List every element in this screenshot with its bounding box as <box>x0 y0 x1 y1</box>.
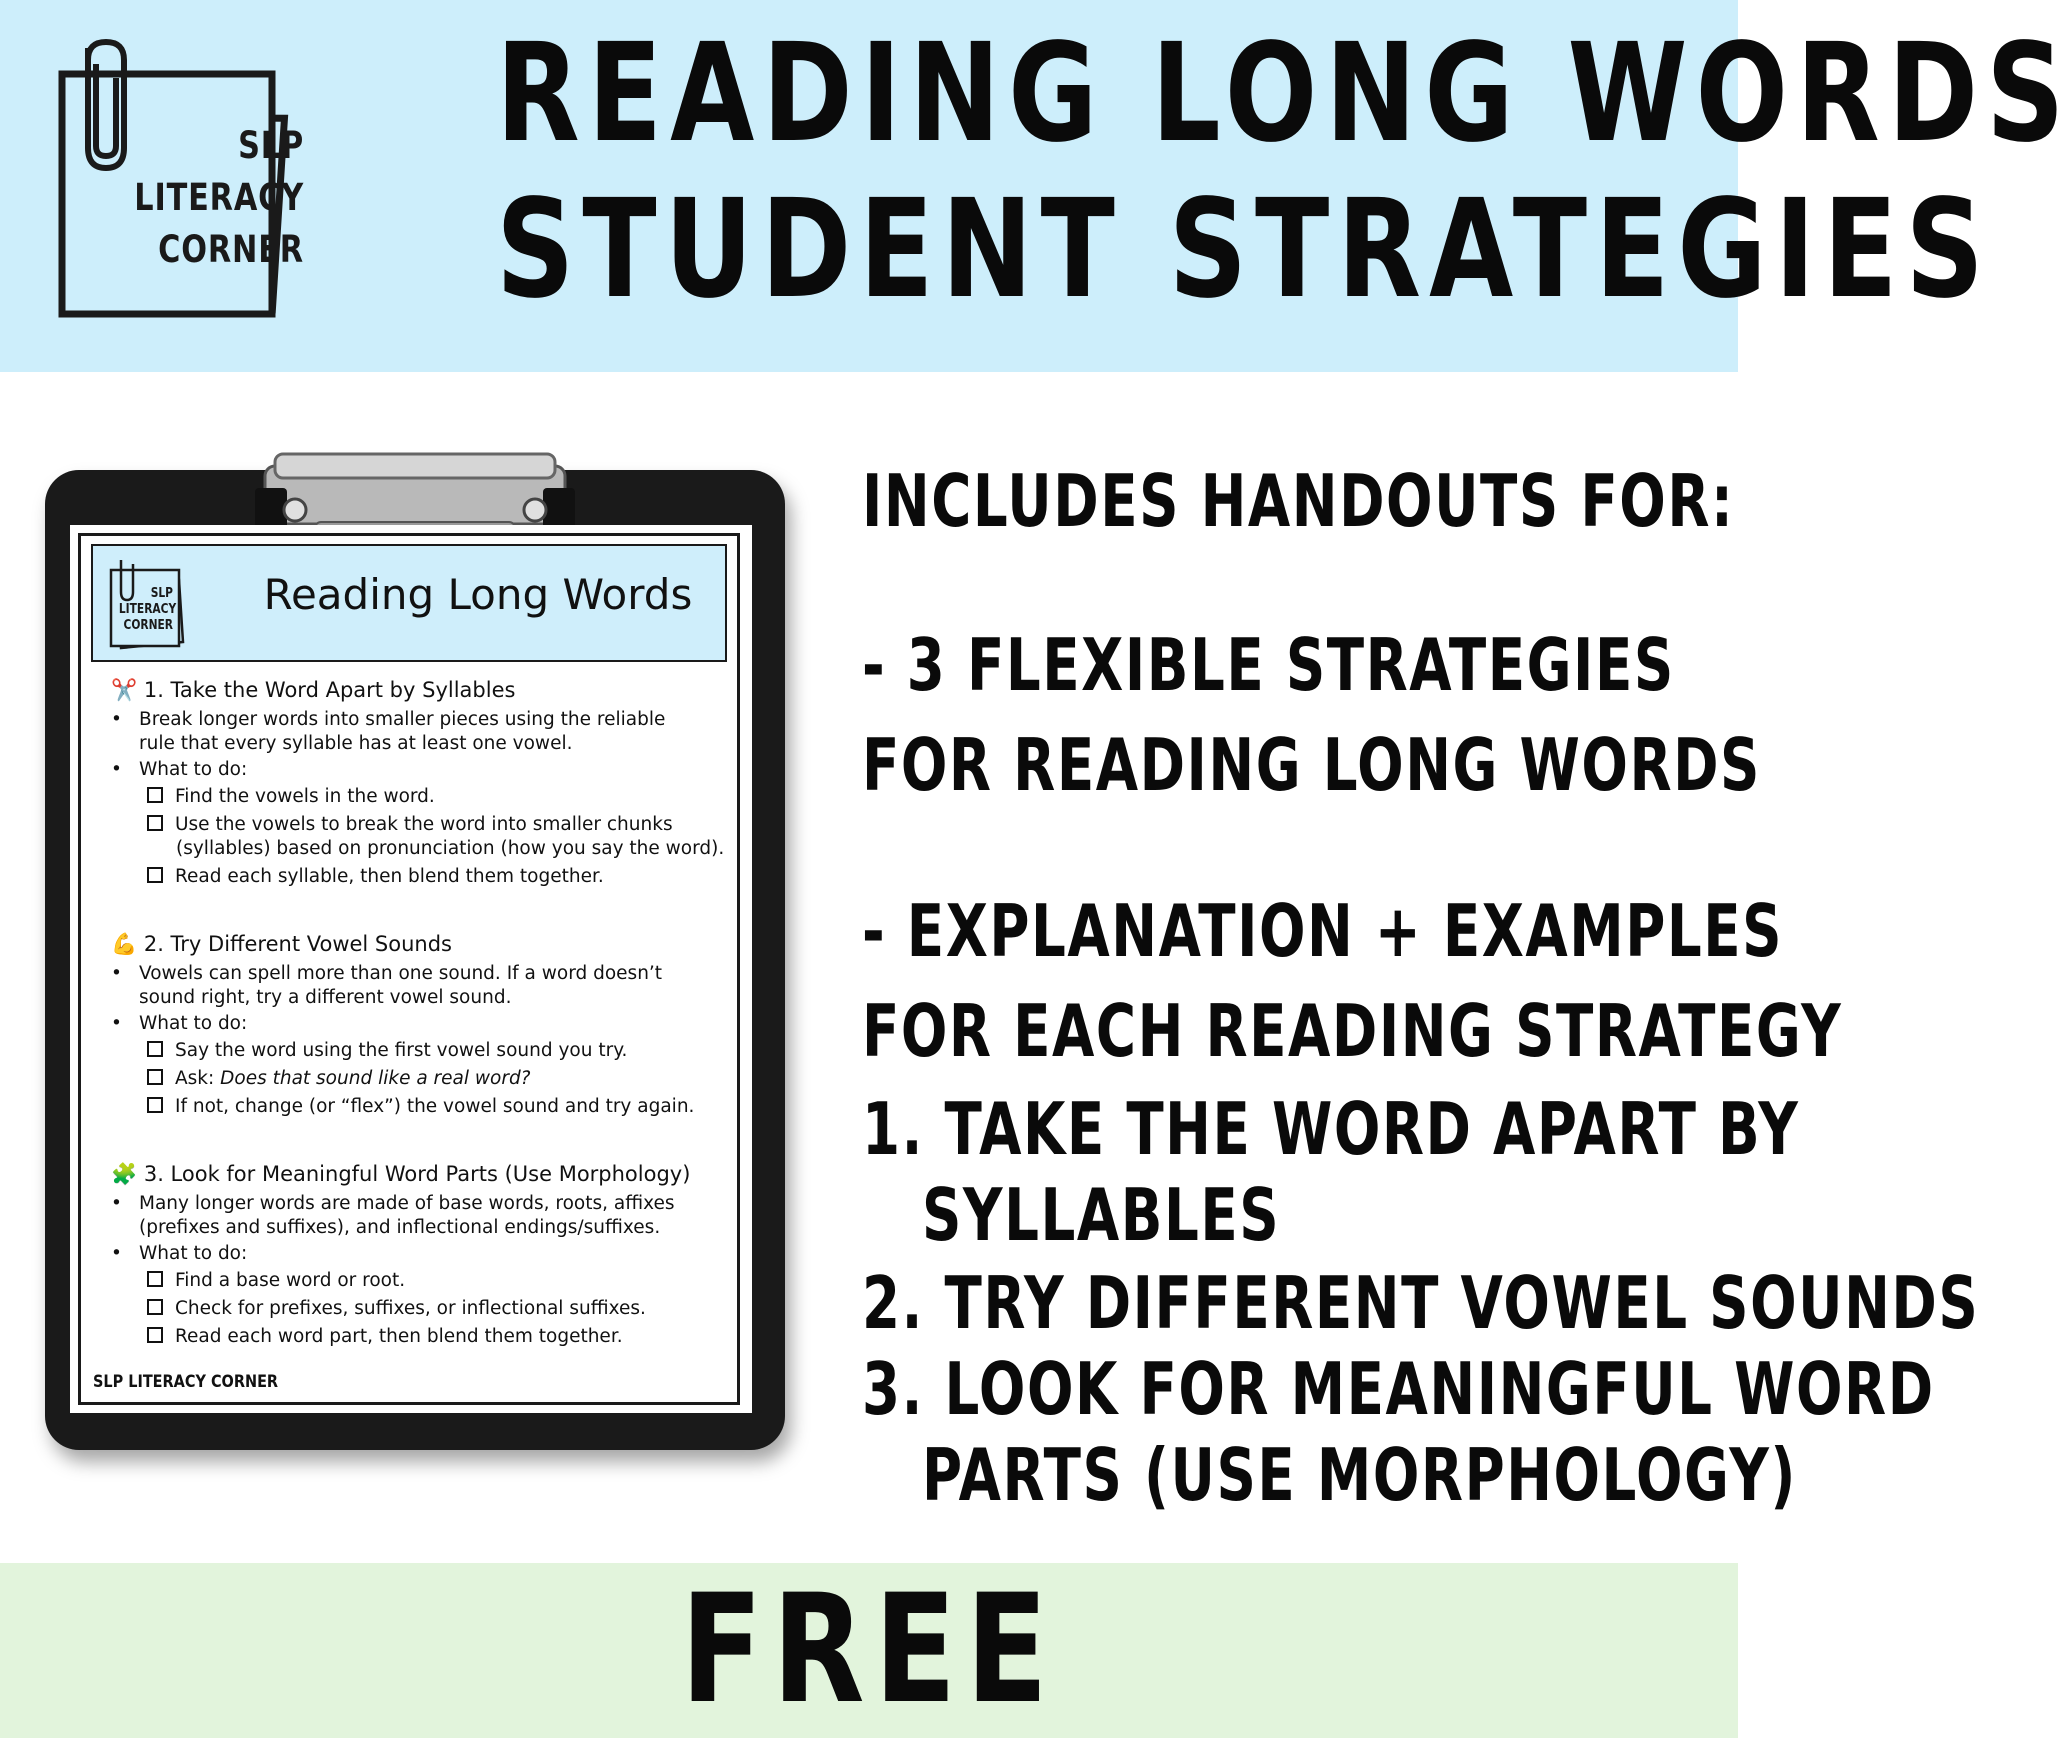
free-label: FREE <box>680 1563 1058 1737</box>
footer-banner <box>0 1563 1738 1738</box>
handout-logo-line-1: SLP <box>150 586 173 601</box>
checkbox-icon <box>147 867 163 883</box>
feature-1-line-1: - 3 FLEXIBLE STRATEGIES <box>862 623 1675 707</box>
section-1-check-2: Use the vowels to break the word into smaller chunks (syllables) based on pronunciation (how you say the word). <box>147 813 673 837</box>
section-2-check-3: If not, change (or “flex”) the vowel sound and try again. <box>147 1095 694 1119</box>
feature-2-line-2: FOR EACH READING STRATEGY <box>862 989 1843 1073</box>
strategy-3-line-2: PARTS (USE MORPHOLOGY) <box>922 1433 1797 1517</box>
handout-paper <box>70 525 752 1413</box>
checkbox-icon <box>147 1299 163 1315</box>
checkbox-icon <box>147 1041 163 1057</box>
strategy-1-line-1: 1. TAKE THE WORD APART BY <box>862 1087 1800 1171</box>
strategy-1-line-2: SYLLABLES <box>922 1173 1281 1257</box>
logo-line-2: LITERACY <box>134 176 304 219</box>
logo-line-1: SLP <box>238 124 304 167</box>
page-title-line-1: READING LONG WORDS <box>496 15 2072 173</box>
feature-2-line-1: - EXPLANATION + EXAMPLES <box>862 889 1784 973</box>
section-3-check-3: Read each word part, then blend them together. <box>147 1325 623 1349</box>
strategy-3-line-1: 3. LOOK FOR MEANINGFUL WORD <box>862 1347 1935 1431</box>
section-2-check-1: Say the word using the first vowel sound you try. <box>147 1039 627 1063</box>
includes-heading: INCLUDES HANDOUTS FOR: <box>862 459 1735 543</box>
checkbox-icon <box>147 1271 163 1287</box>
checkbox-icon <box>147 787 163 803</box>
handout-footer: SLP LITERACY CORNER <box>93 1372 279 1392</box>
checkbox-icon <box>147 1069 163 1085</box>
section-1-check-3: Read each syllable, then blend them together. <box>147 865 604 889</box>
checkbox-icon <box>147 815 163 831</box>
handout-title: Reading Long Words <box>263 570 693 619</box>
page-title-line-2: STUDENT STRATEGIES <box>496 171 1992 329</box>
checkbox-icon <box>147 1097 163 1113</box>
handout-logo-line-3: CORNER <box>123 618 173 633</box>
section-3-check-2: Check for prefixes, suffixes, or inflectional suffixes. <box>147 1297 646 1321</box>
section-1-heading: ✂️ 1. Take the Word Apart by Syllables <box>111 678 516 702</box>
header-banner <box>0 0 2072 372</box>
section-3-check-1: Find a base word or root. <box>147 1269 405 1293</box>
checkbox-icon <box>147 1327 163 1343</box>
section-3-heading: 🧩 3. Look for Meaningful Word Parts (Use Morphology) <box>111 1162 691 1186</box>
section-2-heading: 💪 2. Try Different Vowel Sounds <box>111 932 452 956</box>
scissors-icon: ✂️ <box>111 678 138 702</box>
puzzle-piece-icon: 🧩 <box>111 1162 138 1186</box>
handout-header <box>91 544 727 662</box>
logo-line-3: CORNER <box>158 228 304 271</box>
handout-border: SLP LITERACY CORNER Reading Long Words ✂️ 1. Take the Word Apart by Syllables • Break longer words into smaller pieces using the reliable rule that every syllable has at least one vowel. • What to do: Find the vowels in the word. Use the vowels to break the word into smaller chunks (syllables) based on pronunciation (how you say the word). Read each syllable, then blend them together. 💪 2. Try Different Vowel Sounds • Vowels can spell more than one sound. If a word doesn’t sound right, try a different vowel sound. • What to do: Say the word using the first vowel sound you try. Ask: Does that sound like a real word? If not, change (or “flex”) the vowel sound and try again. 🧩 3. Look for Meaningful Word Parts (Use Morphology) • Many longer words are made of base words, roots, affixes (prefixes and suffixes), and inflectional endings/suffixes. • What to do: Find a base word or root. Check for prefixes, suffixes, or inflectional suffixes. Read each word part, then blend them together. SLP LITERACY CORNER <box>78 533 740 1405</box>
section-2-check-2: Ask: Does that sound like a real word? <box>147 1067 531 1091</box>
flexed-arm-icon: 💪 <box>111 932 138 956</box>
strategy-2: 2. TRY DIFFERENT VOWEL SOUNDS <box>862 1261 1980 1345</box>
handout-logo <box>107 556 193 652</box>
feature-1-line-2: FOR READING LONG WORDS <box>862 723 1761 807</box>
section-1-check-1: Find the vowels in the word. <box>147 785 435 809</box>
slp-literacy-corner-logo <box>52 38 322 338</box>
handout-logo-line-2: LITERACY <box>118 602 177 617</box>
